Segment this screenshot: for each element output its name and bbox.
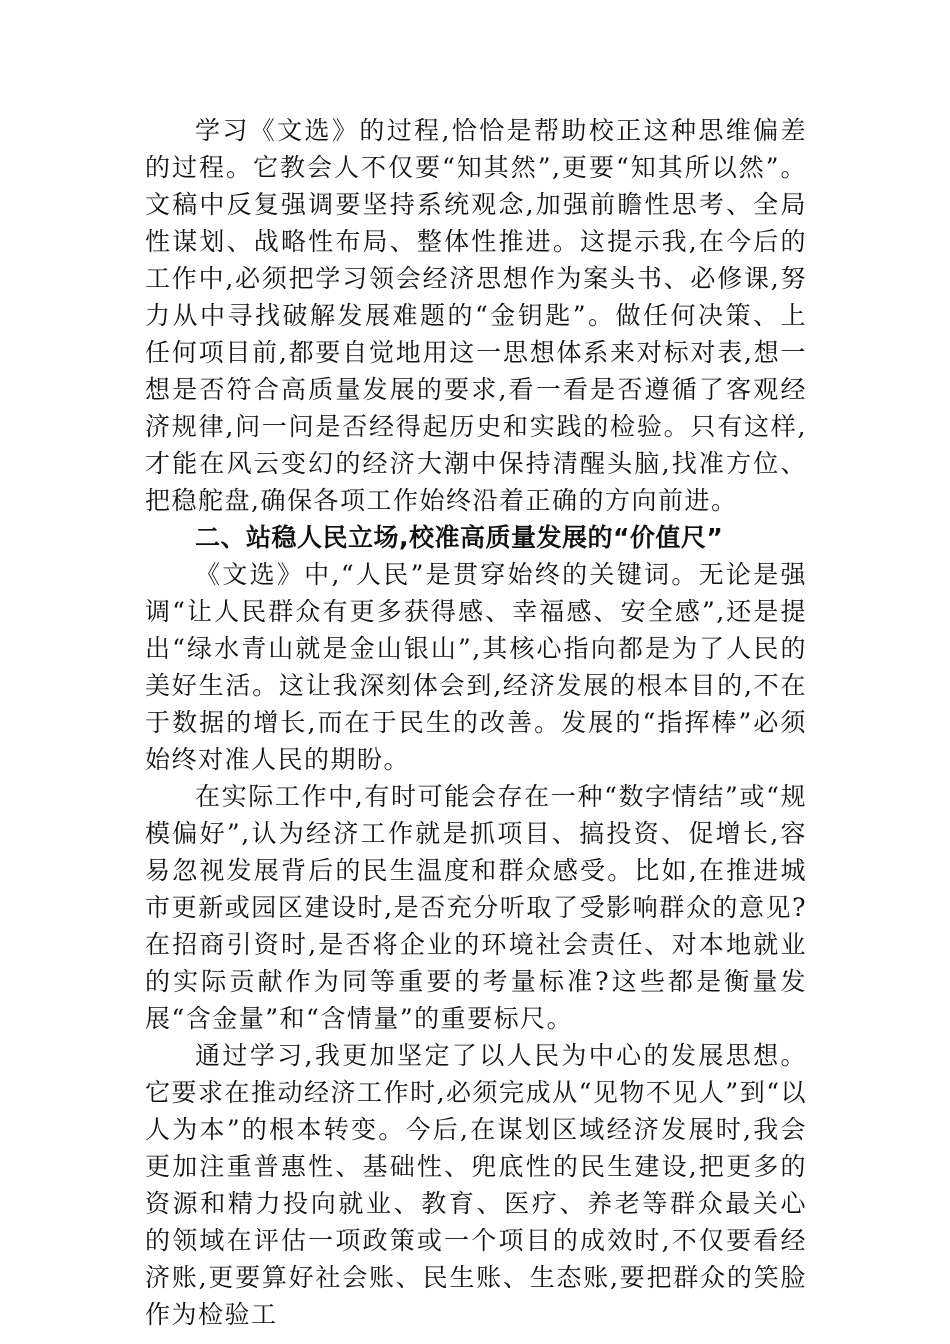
paragraph-people-keyword: 《文选》中,“人民”是贯穿始终的关键词。无论是强调“让人民群众有更多获得感、幸福感、安全感”,还是提出“绿水青山就是金山银山”,其核心指向都是为了人民的美好生活。这让我深刻体会到,经济发展的根本目的,不在于数据的增长,而在于民生的改善。发展的“指挥棒”必须始终对准人民的期盼。 [145,560,807,774]
section-heading-people-stance: 二、站稳人民立场,校准高质量发展的“价值尺” [195,523,724,552]
paragraph-practical-work: 在实际工作中,有时可能会存在一种“数字情结”或“规模偏好”,认为经济工作就是抓项目、搞投资、促增长,容易忽视发展背后的民生温度和群众感受。比如,在推进城市更新或园区建设时,是否充分听取了受影响群众的意见?在招商引资时,是否将企业的环境社会责任、对本地就业的实际贡献作为同等重要的考量标准?这些都是衡量发展“含金量”和“含情量”的重要标尺。 [145,782,807,1033]
document-page [145,112,807,1333]
paragraph-people-centered: 通过学习,我更加坚定了以人民为中心的发展思想。它要求在推动经济工作时,必须完成从“见物不见人”到“以人为本”的根本转变。今后,在谋划区域经济发展时,我会更加注重普惠性、基础性、兜底性的民生建设,把更多的资源和精力投向就业、教育、医疗、养老等群众最关心的领域在评估一项政策或一个项目的成效时,不仅要看经济账,更要算好社会账、民生账、生态账,要把群众的笑脸作为检验工 [145,1041,807,1329]
paragraph-systems-thinking: 学习《文选》的过程,恰恰是帮助校正这种思维偏差的过程。它教会人不仅要“知其然”,更要“知其所以然”。文稿中反复强调要坚持系统观念,加强前瞻性思考、全局性谋划、战略性布局、整体性推进。这提示我,在今后的工作中,必须把学习领会经济思想作为案头书、必修课,努力从中寻找破解发展难题的“金钥匙”。做任何决策、上任何项目前,都要自觉地用这一思想体系来对标对表,想一想是否符合高质量发展的要求,看一看是否遵循了客观经济规律,问一问是否经得起历史和实践的检验。只有这样,才能在风云变幻的经济大潮中保持清醒头脑,找准方位、把稳舵盘,确保各项工作始终沿着正确的方向前进。 [145,116,807,515]
